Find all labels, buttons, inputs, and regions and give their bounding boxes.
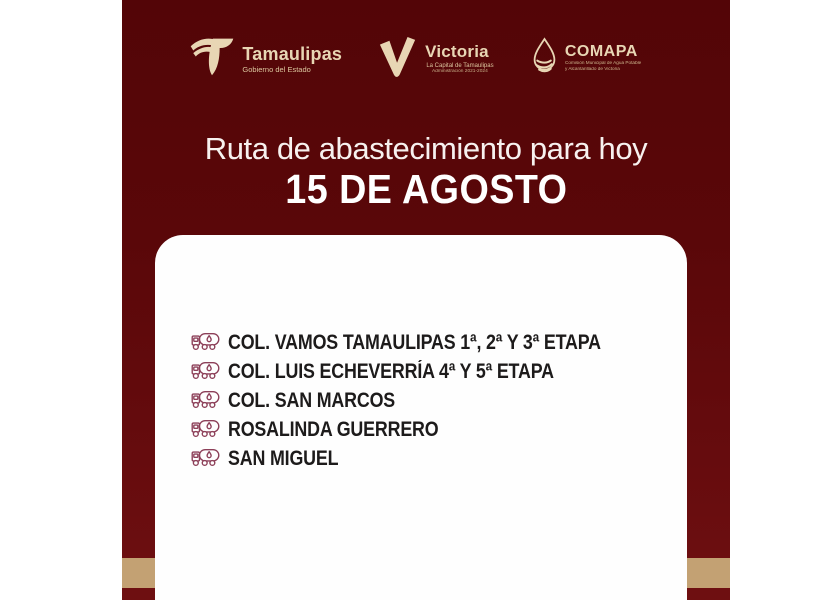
comapa-logo-tagline: Comisión Municipal de Agua Potable (564, 60, 642, 66)
poster-background (122, 0, 730, 600)
beige-accent-right (687, 558, 730, 588)
route-label: ROSALINDA GUERRERO (228, 418, 439, 441)
header-title-block (122, 131, 730, 211)
water-truck-icon (191, 359, 220, 385)
water-truck-icon (191, 330, 220, 356)
route-label: COL. SAN MARCOS (228, 389, 396, 412)
tamaulipas-logo-name: Tamaulipas (242, 43, 343, 64)
comapa-logo-name: COMAPA (564, 42, 638, 60)
comapa-logo-tagline2: y Alcantarillado de Victoria (564, 67, 620, 73)
routes-card (155, 235, 687, 600)
tamaulipas-bird-t-icon (189, 35, 235, 83)
date-title: 15 DE AGOSTO (284, 166, 568, 212)
route-list (191, 332, 667, 470)
route-item (191, 448, 667, 470)
tamaulipas-logo-tagline: Gobierno del Estado (242, 64, 311, 74)
victoria-logo-tagline: La Capital de Tamaulipas (426, 62, 494, 69)
victoria-logo-name: Victoria (425, 41, 489, 61)
logo-row (122, 30, 730, 88)
water-truck-icon (191, 388, 220, 414)
route-item (191, 361, 667, 383)
beige-accent-left (122, 558, 155, 588)
route-item (191, 332, 667, 354)
route-label: SAN MIGUEL (228, 447, 339, 470)
route-label: COL. LUIS ECHEVERRÍA 4ª Y 5ª ETAPA (228, 360, 554, 383)
route-item (191, 390, 667, 412)
water-truck-icon (191, 417, 220, 443)
route-label: COL. VAMOS TAMAULIPAS 1ª, 2ª Y 3ª ETAPA (228, 331, 601, 354)
victoria-logo-tagline2: Administración 2021-2024 (432, 68, 488, 74)
comapa-water-drop-icon (531, 36, 558, 83)
tamaulipas-logo (189, 35, 342, 83)
page-title: Ruta de abastecimiento para hoy (204, 131, 648, 166)
victoria-check-icon (378, 36, 418, 83)
water-truck-icon (191, 446, 220, 472)
comapa-logo (531, 36, 663, 83)
victoria-logo (378, 36, 495, 83)
route-item (191, 419, 667, 441)
